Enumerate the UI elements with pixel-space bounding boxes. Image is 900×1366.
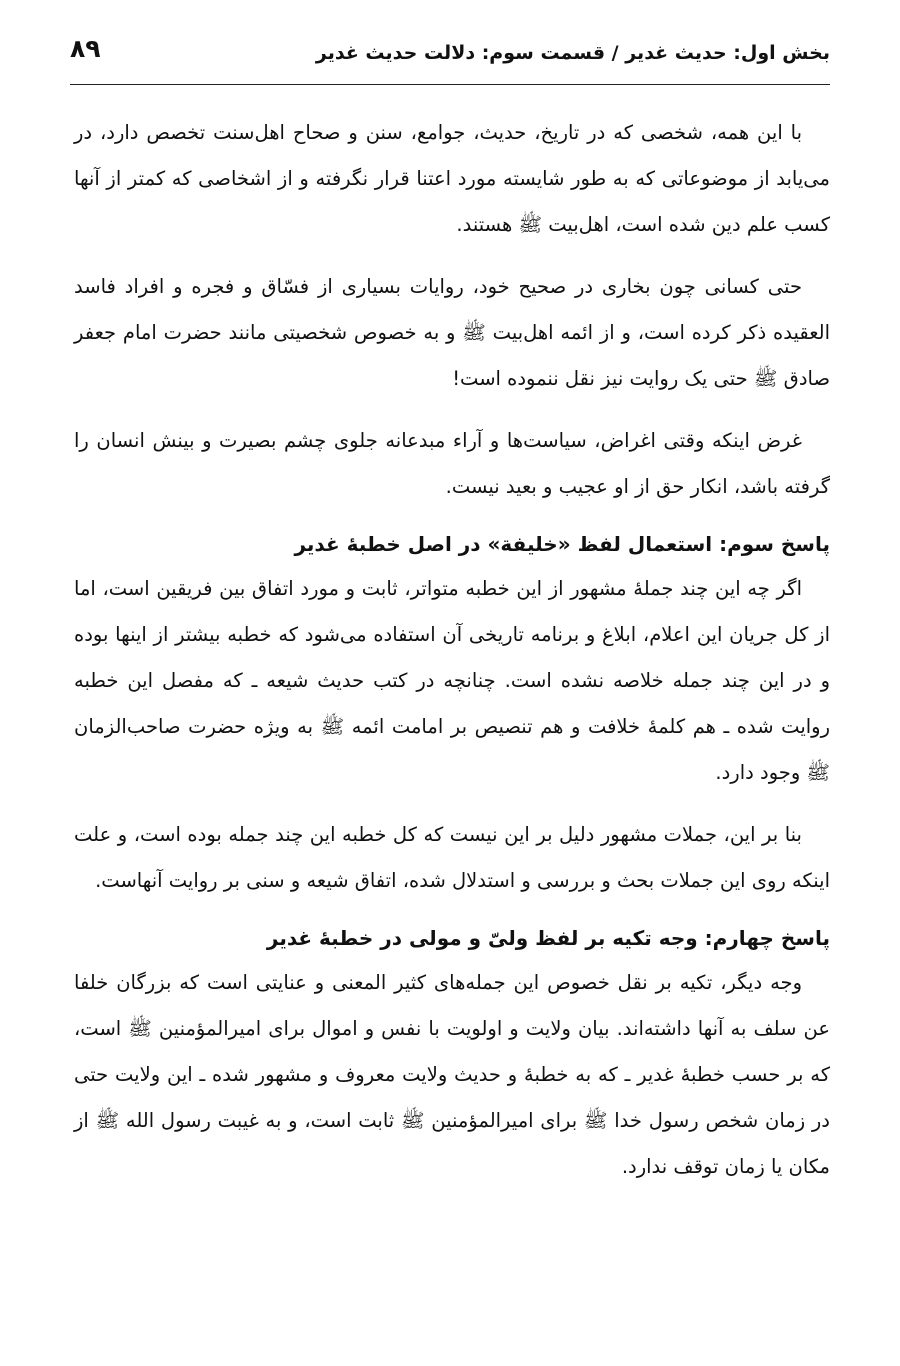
section-heading-fourth-answer: پاسخ چهارم: وجه تکیه بر لفظ ولیّ و مولی در خطبهٔ غدیر xyxy=(266,926,830,950)
paragraph-3: غرض اینکه وقتی اغراض، سیاست‌ها و آراء مبدعانه جلوی چشم بصیرت و بینش انسان را گرفته باشد، انکار حق از او عجیب و بعید نیست. xyxy=(74,429,830,498)
paragraph-5: بنا بر این، جملات مشهور دلیل بر این نیست که کل خطبه این چند جمله بوده است، و علت اینکه روی این جملات بحث و بررسی و استدلال شده، اتفاق شیعه و سنی بر روایت آنهاست. xyxy=(74,823,830,892)
page-number: ۸۹ xyxy=(70,34,101,63)
paragraph-2: حتی کسانی چون بخاری در صحیح خود، روایات بسیاری از فسّاق و فجره و افراد فاسد العقیده ذکر کرده است، و از ائمه اهل‌بیت ﷺ و به خصوص شخصیتی مانند حضرت امام جعفر صادق ﷺ حتی یک روایت نیز نقل ننموده است! xyxy=(74,275,830,390)
paragraph-6: وجه دیگر، تکیه بر نقل خصوص این جمله‌های کثیر المعنی و عنایتی است که بزرگان خلفا عن سلف به آنها داشته‌اند. بیان ولایت و اولویت با نفس و اموال برای امیرالمؤمنین ﷺ است، که بر حسب خطبهٔ غدیر ـ که به خطبهٔ و حدیث ولایت معروف و مشهور شده ـ این ولایت حتی در زمان شخص رسول خدا ﷺ برای امیرالمؤمنین ﷺ ثابت است، و به غیبت رسول الله ﷺ از مکان یا زمان توقف ندارد. xyxy=(74,971,830,1178)
header-divider xyxy=(70,84,830,85)
paragraph-4: اگر چه این چند جملهٔ مشهور از این خطبه متواتر، ثابت و مورد اتفاق بین فریقین است، اما از کل جریان این اعلام، ابلاغ و برنامه تاریخی آن استفاده می‌شود که خطبه بیشتر از اینها بوده و در این چند جمله خلاصه نشده است. چنانچه در کتب حدیث شیعه ـ که مفصل این خطبه روایت شده ـ هم کلمهٔ خلافت و هم تنصیص بر امامت ائمه ﷺ به ویژه حضرت صاحب‌الزمان ﷺ وجود دارد. xyxy=(74,577,830,784)
paragraph-1: با این همه، شخصی که در تاریخ، حدیث، جوامع، سنن و صحاح اهل‌سنت تخصص دارد، در می‌یابد از موضوعاتی که به طور شایسته مورد اعتنا قرار نگرفته و از اشخاصی که کمتر از آنها کسب علم دین شده است، اهل‌بیت ﷺ هستند. xyxy=(74,121,830,236)
page-body xyxy=(74,110,830,1206)
running-header xyxy=(70,32,830,82)
section-heading-third-answer: پاسخ سوم: استعمال لفظ «خلیفة» در اصل خطبهٔ غدیر xyxy=(294,532,830,556)
header-title: بخش اول: حدیث غدیر / قسمت سوم: دلالت حدیث غدیر xyxy=(315,42,830,64)
